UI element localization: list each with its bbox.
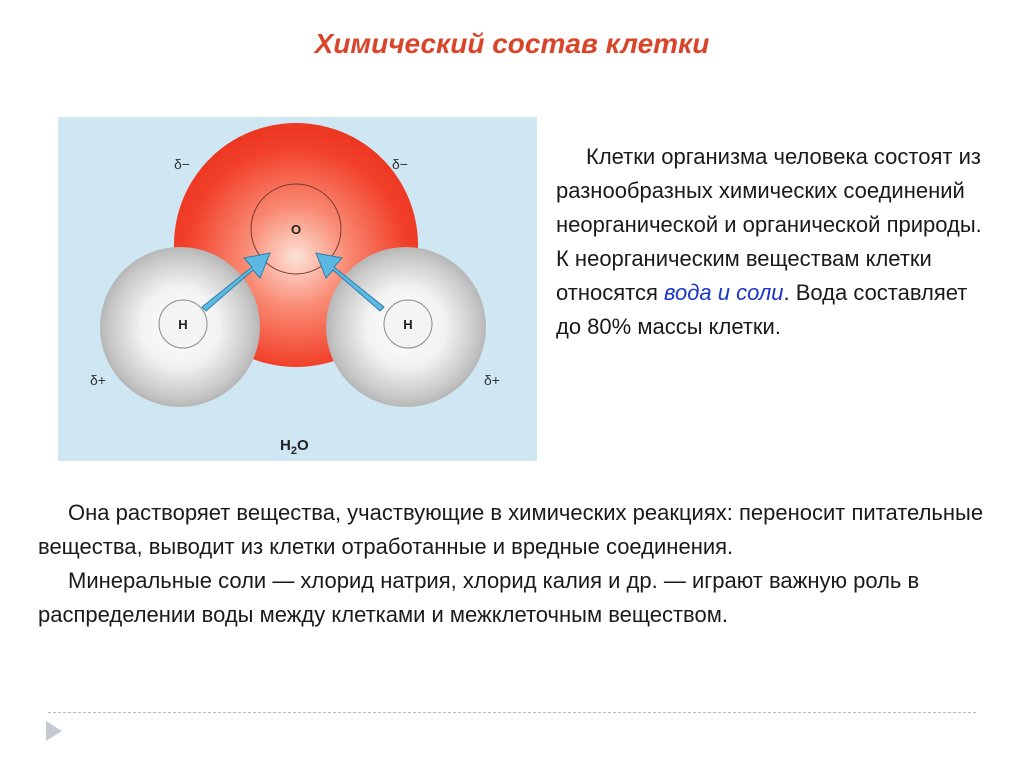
intro-paragraph [556, 140, 996, 344]
formula-label: $H_2O$ [280, 437, 309, 457]
intro-highlight: вода и соли [663, 280, 784, 305]
delta-minus-left: δ− [174, 156, 190, 172]
intro-text-1: Клетки организма человека состоят из разнообразных химических соединений неорганической и органической природы. К неорганическим веществам клетки относятся [556, 144, 982, 305]
next-slide-icon[interactable] [46, 721, 62, 741]
hydrogen-label-right: H [403, 317, 413, 332]
intro-text-2: . Вода составляет до 80% массы клетки. [556, 280, 968, 339]
hydrogen-label-left: H [178, 317, 188, 332]
body-text [38, 496, 998, 632]
delta-minus-right: δ− [392, 156, 408, 172]
paragraph-water: Она растворяет вещества, участвующие в химических реакциях: переносит питательные вещества, выводит из клетки отработанные и вредные соединения. [38, 500, 984, 559]
delta-plus-right: δ+ [484, 372, 500, 388]
delta-plus-left: δ+ [90, 372, 106, 388]
page-title: Химический состав клетки [314, 28, 710, 59]
water-molecule-figure [58, 117, 537, 461]
oxygen-label: O [290, 222, 302, 237]
paragraph-salts: Минеральные соли — хлорид натрия, хлорид калия и др. — играют важную роль в распределении воды между клетками и межклеточным веществом. [38, 568, 920, 627]
footer-divider [48, 712, 976, 713]
